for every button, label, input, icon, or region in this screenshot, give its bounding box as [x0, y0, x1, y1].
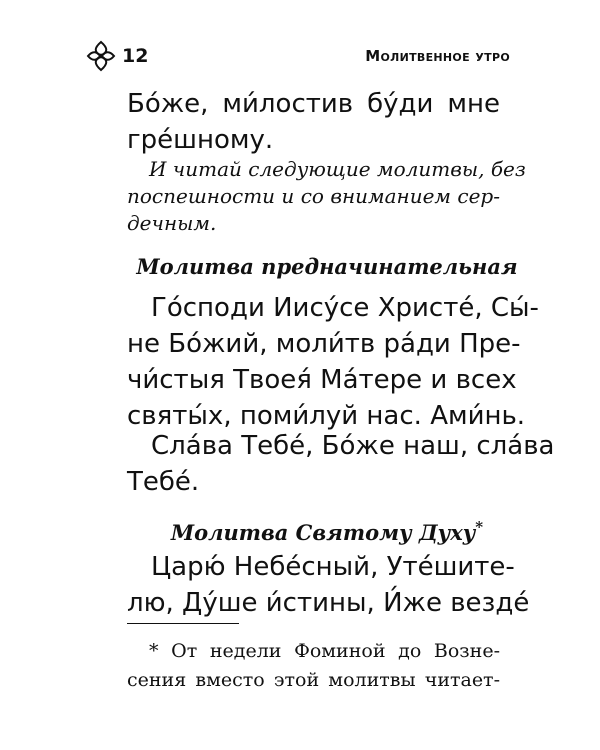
page-number: 12	[122, 45, 149, 67]
rubric-line-2: поспешности и со вниманием сер-	[127, 184, 500, 208]
footnote	[127, 637, 500, 695]
opening-p2-line-1: Сла́ва Тебе́, Бо́же наш, сла́ва	[151, 431, 555, 461]
running-title-text: Молитвенное утро	[365, 47, 510, 65]
footnote-line-1: * От недели Фоминой до Возне-	[149, 640, 500, 662]
intro-prayer	[127, 86, 500, 158]
opening-line-1: Го́споди Иису́се Христе́, Сы́-	[151, 293, 539, 323]
footnote-line-2: сения вместо этой молитвы читает-	[127, 669, 500, 691]
footnote-marker: *	[475, 518, 484, 536]
rubric	[127, 156, 526, 237]
holy-spirit-line-2: лю, Ду́ше и́стины, И́же везде́	[127, 588, 530, 618]
opening-prayer-paragraph-2	[127, 428, 555, 500]
footnote-separator	[127, 623, 239, 624]
rubric-line-1: И читай следующие молитвы, без	[149, 157, 526, 181]
rubric-line-3: дечным.	[127, 211, 217, 235]
running-title	[365, 46, 510, 66]
heading-holy-spirit-text: Молитва Святому Духу	[170, 520, 476, 545]
fleuron-icon	[86, 40, 116, 72]
heading-holy-spirit-prayer	[0, 513, 600, 547]
intro-line-2: гре́шному.	[127, 125, 274, 155]
page-header	[86, 40, 510, 74]
holy-spirit-line-1: Царю́ Небе́сный, Уте́шите-	[151, 552, 515, 582]
holy-spirit-prayer	[127, 549, 530, 621]
opening-prayer-paragraph-1	[127, 290, 539, 434]
opening-line-4: святы́х, поми́луй нас. Ами́нь.	[127, 401, 526, 431]
opening-line-3: чи́стыя Твоея́ Ма́тере и всех	[127, 365, 517, 395]
opening-line-2: не Бо́жий, моли́тв ра́ди Пре-	[127, 329, 521, 359]
opening-p2-line-2: Тебе́.	[127, 467, 200, 497]
heading-opening-prayer-text: Молитва предначинательная	[136, 254, 518, 279]
heading-holy-spirit-wrap	[171, 513, 483, 547]
heading-opening-prayer	[0, 253, 600, 281]
intro-line-1: Бо́же, ми́лостив бу́ди мне	[127, 89, 500, 119]
